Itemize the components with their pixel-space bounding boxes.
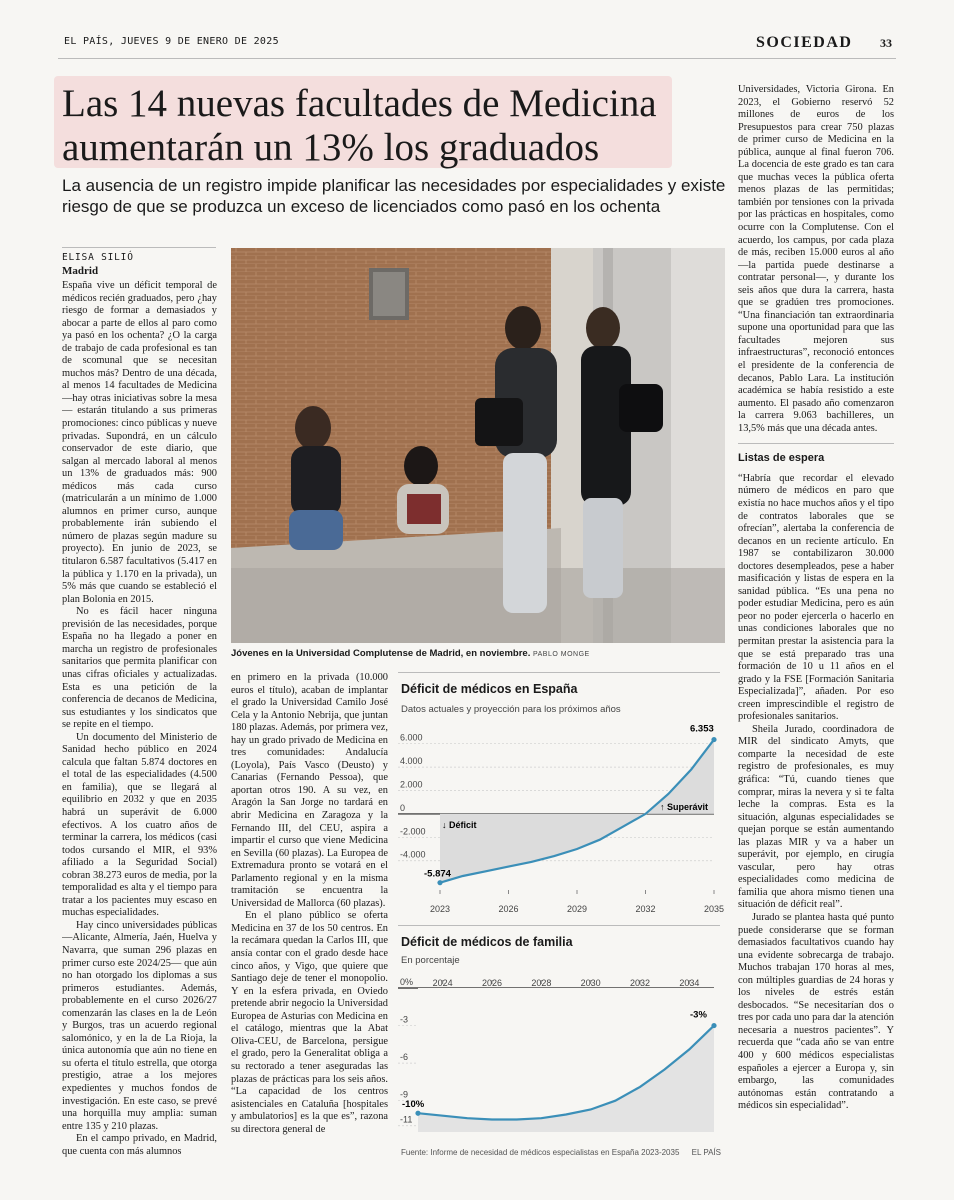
paragraph: Sheila Jurado, coordinadora de MIR del sindicato Amyts, que comparte la necesidad de este registro de profesionales, es muy gráfica: “Tú, cuando tienes que comprar, miras la nevera y si te falta leche la compras. Esta es la situación, algunas especialidades se quejan porque se están aumentando las plazas MIR y va a haber un superávit, por ejemplo, en cirugía vascular, pero hay otras especialidades como medicina de familia que ahora mismo tienen una situación de déficit real”. <box>738 723 894 911</box>
photo-caption <box>231 648 725 659</box>
chart-source <box>401 1148 721 1157</box>
chart-subtitle: En porcentaje <box>401 955 460 966</box>
paragraph: No es fácil hacer ninguna previsión de las necesidades, porque España no ha llegado a poner en marcha un registro de profesionales sanitarios que permita planificar con unas cifras oficiales y actualizadas. Esta es una petición de la conferencia de decanos de Medicina, sus estudiantes y los sindicatos que se repite en el tiempo. <box>62 606 217 731</box>
x-tick-label: 2023 <box>429 904 451 914</box>
chart-title: Déficit de médicos de familia <box>401 935 573 949</box>
section-label: SOCIEDAD <box>756 34 853 51</box>
publication-date: EL PAÍS, JUEVES 9 DE ENERO DE 2025 <box>64 36 279 47</box>
x-tick-label: 2032 <box>635 904 656 914</box>
x-tick-label: 2026 <box>481 978 503 988</box>
x-tick-label: 2034 <box>679 978 700 988</box>
deficit-label: ↓ Déficit <box>442 819 477 830</box>
headline <box>62 82 722 170</box>
paragraph: Un documento del Ministerio de Sanidad hecho público en 2024 calcula que faltan 5.874 doctores en el total de las especialidades (4.500 en familia), que se llegará al equilibrio en 2032 y que en 2035 habrá un superávit de 6.000 efectivos. A los cuatro años de terminar la carrera, los médicos (casi todos cursando el MIR, el 93% afiliado a la Seguridad Social) cobran 38.273 euros de media, por la temporalidad es alta y el tiempo para tratar a los pacientes muy escaso en muchas especialidades. <box>62 731 217 919</box>
end-value-label: -3% <box>690 1009 707 1021</box>
x-tick-label: 2035 <box>703 904 724 914</box>
deficit-chart <box>398 722 724 918</box>
column-1 <box>62 280 217 1160</box>
start-point <box>415 1111 420 1116</box>
x-tick-label: 2029 <box>566 904 588 914</box>
y-tick-label: -4.000 <box>400 849 426 860</box>
start-value-label: -5.874 <box>424 868 451 880</box>
subheadline: La ausencia de un registro impide planificar las necesidades por especialidades y existe riesgo de que se produzca un exceso de licenciados como pasó en los ochenta <box>62 176 726 216</box>
headline-line-1: Las 14 nuevas facultades de Medicina <box>62 82 657 125</box>
surplus-label: ↑ Superávit <box>660 801 709 812</box>
family-deficit-chart <box>398 972 724 1144</box>
chart-subtitle: Datos actuales y proyección para los próximos años <box>401 704 621 715</box>
page-number: 33 <box>880 36 892 50</box>
start-point <box>437 880 442 885</box>
end-point <box>711 737 716 742</box>
photo-credit: PABLO MONGE <box>532 651 590 658</box>
photo-illustration <box>231 248 725 643</box>
chart-title: Déficit de médicos en España <box>401 682 578 696</box>
x-tick-label: 2028 <box>531 978 552 988</box>
column-2 <box>231 672 388 1164</box>
paragraph: “Habría que recordar el elevado número de médicos en paro que existía no hace muchos años y el tipo de contratos laborales que se ofrecían”, alertaba la conferencia de decanos en un reciente artículo. En 1987 se contabilizaron 30.000 doctores desempleados, pese a haber masificación y listas de espera en la sanidad pública. “Es una pena no poder estudiar Medicina, pero es aún peor no poder ejercerla o hacerlo en unas condiciones laborales que no permitan prestar la asistencia para la que se está preparado tras una formación de 10 u 11 años en el grado y la FSE [Formación Sanitaria Especializada]”, añaden. Por eso creen imprescindible el registro de profesionales sanitarios. <box>738 472 894 723</box>
y-tick-label: -6 <box>400 1052 409 1063</box>
chart-divider <box>398 925 720 926</box>
paragraph: en primero en la privada (10.000 euros el título), acaban de implantar el grado la Universidad Camilo José Cela y la Antonio Nebrija, que juntan 180 plazas. Además, por primera vez, hay un grado privado de Medicina en tres comunidades: Andalucía (Loyola), País Vasco (Deusto) y Canarias (Fernando Pessoa), que aportan otros 190. A su vez, en Aragón la San Jorge no tardará en abrir Medicina en Zaragoza y la Fernando III, del CEU, aspira a impartir el curso que viene Medicina en Sevilla (60 plazas). La Europea de Extremadura pronto se votará en el Parlamento regional y en la misma tramitación se encuentra la Universidad de Mallorca (60 plazas). <box>231 672 388 909</box>
paragraph: Jurado se plantea hasta qué punto puede considerarse que se forman demasiados facultativos cuando hay una evidente sobrecarga de trabajo. Muchos trabajan 170 horas al mes, con múltiples guardias de 24 horas y los niveles de estrés están desbocados. “Se necesitarían dos o tres por cada uno para dar la atención necesaria a nuestros pacientes”. Y recuerda que “cada año se van entre 400 y 600 médicos especialistas españoles a ejercer a Europa y, sin embargo, las comunidades autónomas están contratando a médicos sin especialidad”. <box>738 912 894 1112</box>
source-brand: EL PAÍS <box>691 1148 721 1157</box>
location: Madrid <box>62 265 99 277</box>
y-tick-label: 2.000 <box>400 779 423 790</box>
x-tick-label: 2024 <box>432 978 453 988</box>
y-tick-label: -9 <box>400 1089 409 1100</box>
x-tick-label: 2026 <box>498 904 519 914</box>
y-tick-label: 0% <box>400 977 414 987</box>
headline-line-2: aumentarán un 13% los graduados <box>62 126 600 169</box>
article-photo <box>231 248 725 643</box>
author: ELISA SILIÓ <box>62 252 134 263</box>
paragraph: En el campo privado, en Madrid, que cuenta con más alumnos <box>62 1133 217 1157</box>
chart-divider <box>398 672 720 673</box>
section-subhead: Listas de espera <box>738 443 894 465</box>
end-value-label: 6.353 <box>690 723 714 735</box>
start-value-label: -10% <box>402 1099 425 1111</box>
header-divider <box>58 58 896 59</box>
paragraph: Hay cinco universidades públicas —Alicante, Almería, Jaén, Huelva y Navarra, que suman 296 plazas en primer curso este 2024/25— que aún no han otorgado los diplomas a sus primeros estudiantes. Además, probablemente en el curso 2026/27 comenzarán las clases en la de León y Burgos, tras un acuerdo regional salomónico, y en la de La Rioja, la única autonomía que aún no tiene en su oferta el título estrella, que otorga prestigio, atrae a los mejores expedientes y muchos fondos de investigación. En este caso, se prevé una horquilla muy amplia: suman entre 135 y 210 plazas. <box>62 919 217 1132</box>
y-tick-label: -3 <box>400 1014 409 1025</box>
y-tick-label: -11 <box>400 1114 413 1125</box>
source-text: Fuente: Informe de necesidad de médicos especialistas en España 2023-2035 <box>401 1148 680 1157</box>
paragraph: España vive un déficit temporal de médicos recién graduados, pero ¿hay riesgo de formar a demasiados y abocar a parte de ellos al paro como ya pasó en los ochenta? ¿O la carga de trabajo de cada profesional es tan de scomunal que se necesitan muchos más? Dentro de una década, al menos 14 facultades de Medicina —hay otras iniciativas sobre la mesa— estarán titulando a sus primeras promociones: cinco públicas y nueve privadas. Supondrá, en un cálculo conservador de este diario, que salgan al mercado laboral al menos un 13% de graduados más: 900 médicos más cada curso (matricularán a un mínimo de 1.000 alumnos en primer curso, aunque probablemente irán subiendo el número de plazas según madure su proyecto). En junio de 2023, se titularon 6.587 facultativos (5.417 en la pública y 1.170 en la privada), un 5% más que cuando se estableció el plan Bolonia en 2015. <box>62 280 217 605</box>
paragraph: En el plano público se oferta Medicina en 37 de los 50 centros. En la recámara quedan la Carlos III, que ansía contar con el grado desde hace cinco años, y Vigo, que quiere que Santiago deje de tener el monopolio. Y en la esfera privada, en Oviedo pretende abrir negocio la Universidad Europea de Asturias con Medicina en el catálogo, mientras que la Abat Oliva-CEU, de Barcelona, persigue el grado, pero la Generalitat obliga a su rectorado a tener aseguradas las plazas de prácticas para los seis años. “La capacidad de los centros asistenciales en Cataluña [hospitales y ambulatorios] es la que es”, razona su directora general de <box>231 910 388 1135</box>
y-tick-label: 4.000 <box>400 756 423 767</box>
y-tick-label: 6.000 <box>400 732 423 743</box>
byline-divider <box>62 247 216 248</box>
paragraph: Universidades, Victoria Girona. En 2023, el Gobierno reservó 52 millones de euros de los Presupuestos para crear 750 plazas de primer curso de Medicina en la pública, aunque al final fueron 706. La docencia de este grado es tan cara que muchas veces la pública oferta menos plazas de las permitidas; también por tensiones con la privada por las prácticas en hospitales, como ocurre con la Complutense. Con el acuerdo, los campus, por cada plaza de más, reciben 15.000 euros al año —la partida puede destinarse a contratar personal—, y durante los seis años que dura la carrera, hasta que se gradúen tres promociones. “Una financiación tan extraordinaria supone una oportunidad para que las facultades mejoren sus infraestructuras”, reconoció entonces el presidente de la conferencia de decanos, Pablo Lara. La institución académica se había resistido a este aumento. El pasado año comenzaron la carrera 9.063 bachilleres, un 13,5% más que una década antes. <box>738 84 894 434</box>
x-tick-label: 2030 <box>580 978 601 988</box>
x-tick-label: 2032 <box>629 978 651 988</box>
y-tick-label: -2.000 <box>400 826 426 837</box>
caption-text: Jóvenes en la Universidad Complutense de Madrid, en noviembre. <box>231 648 531 659</box>
end-point <box>711 1023 716 1028</box>
column-3 <box>738 84 894 1166</box>
y-tick-label: 0 <box>400 802 406 813</box>
